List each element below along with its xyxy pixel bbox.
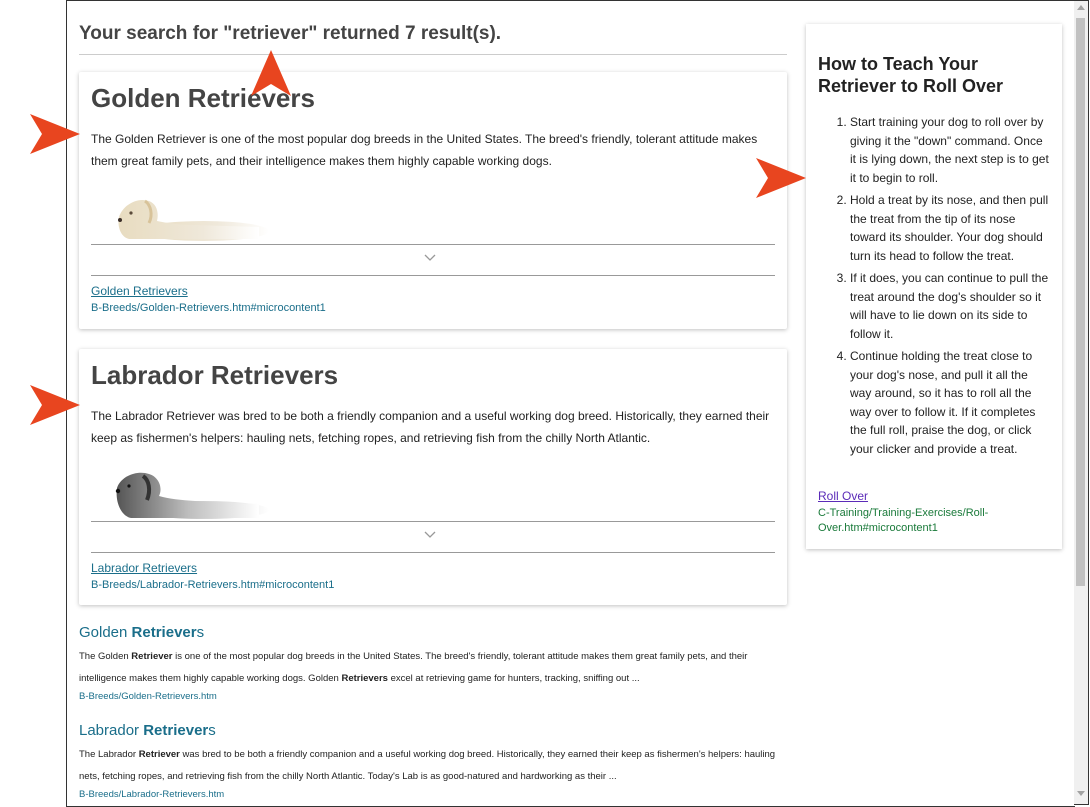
card-title: Labrador Retrievers: [91, 360, 339, 390]
divider: [91, 521, 775, 522]
callout-arrow-right-icon: [756, 158, 806, 198]
roll-over-link[interactable]: Roll Over: [818, 489, 869, 503]
golden-retriever-image: [109, 187, 269, 243]
result-description: [79, 744, 784, 788]
callout-arrow-right-icon: [30, 114, 80, 154]
result-title-link[interactable]: [79, 624, 787, 644]
card-description: The Labrador Retriever was bred to be both a friendly companion and a useful working dog breed. Historically, they earned their keep as fishermen's helpers: hauling nets, fetching ropes, and retrieving fish from the chilly North Atlantic.: [91, 409, 770, 445]
callout-arrow-right-icon: [30, 385, 80, 425]
list-item: 2. Hold a treat by its nose, and then pull the treat from the tip of its nose toward its shoulder. Your dog should turn its head to follow the treat.: [850, 191, 1050, 265]
card-description: The Golden Retriever is one of the most popular dog breeds in the United States. The breed's friendly, tolerant attitude makes them great family pets, and their intelligence makes them highly capable working dogs.: [91, 132, 758, 168]
search-result-item: [79, 722, 787, 800]
search-results-heading: Your search for "retriever" returned 7 result(s).: [79, 23, 502, 44]
scroll-down-icon[interactable]: [1077, 791, 1085, 796]
labrador-retriever-image: [109, 464, 269, 520]
result-highlight: Retriever: [131, 651, 173, 662]
list-item: 3. If it does, you can continue to pull the treat around the dog's shoulder so it will have to lie down on its side to follow it.: [850, 269, 1050, 343]
chevron-down-icon[interactable]: [424, 250, 436, 265]
result-title-link[interactable]: [79, 722, 787, 742]
chevron-down-icon[interactable]: [424, 527, 436, 542]
steps-list: [818, 113, 1050, 462]
result-text: is one of the most popular dog breeds in the United States. The breed's friendly, tolerant attitude makes them great family pets, and their intelligence makes them highly capable working dogs. Golden: [79, 651, 748, 684]
search-result-item: [79, 624, 787, 702]
divider: [91, 552, 775, 553]
search-results-page: [66, 0, 1075, 807]
result-title-text: s: [196, 624, 205, 641]
result-highlight: Retrievers: [341, 673, 388, 684]
result-title-highlight: Retriever: [143, 722, 209, 739]
result-title-text: Golden: [79, 624, 132, 641]
result-path: B-Breeds/Labrador-Retrievers.htm: [79, 789, 225, 800]
callout-arrow-up-icon: [251, 50, 291, 96]
micro-content-card-golden: [79, 72, 787, 329]
card-link-labrador-retrievers[interactable]: Labrador Retrievers: [91, 561, 198, 575]
divider: [91, 275, 775, 276]
result-text: The Labrador: [79, 749, 139, 760]
result-title-text: Labrador: [79, 722, 144, 739]
card-path: B-Breeds/Golden-Retrievers.htm#microcontent1: [91, 302, 326, 314]
list-item: 1. Start training your dog to roll over by giving it the "down" command. Once it is lying down, the next step is to get it to begin to roll.: [850, 113, 1050, 187]
card-path: B-Breeds/Labrador-Retrievers.htm#microcontent1: [91, 579, 335, 591]
card-title: Golden Retrievers: [91, 83, 315, 113]
sidebar-micro-content: [806, 24, 1062, 549]
result-description: [79, 646, 784, 690]
divider: [91, 244, 775, 245]
result-title-highlight: Retriever: [131, 624, 197, 641]
scroll-up-icon[interactable]: [1077, 5, 1085, 10]
micro-content-card-labrador: [79, 349, 787, 605]
result-text: The Golden: [79, 651, 132, 662]
sidebar-title: How to Teach Your Retriever to Roll Over: [818, 54, 1004, 96]
result-highlight: Retriever: [138, 749, 180, 760]
result-text: was bred to be both a friendly companion and a useful working dog breed. Historically, they earned their keep as fishermen's helpers: hauling nets, fetching ropes, and retrieving fish from the chilly North Atlantic. Today's Lab is as good-natured and hardworking as their ...: [79, 749, 776, 782]
scrollbar-thumb[interactable]: [1076, 18, 1085, 586]
list-item: 4. Continue holding the treat close to your dog's nose, and pull it all the way around, so it has to roll all the way over to follow it. If it completes the full roll, praise the dog, or click your clicker and provide a treat.: [850, 347, 1050, 458]
result-path: B-Breeds/Golden-Retrievers.htm: [79, 691, 217, 702]
divider: [79, 54, 787, 55]
result-title-text: s: [208, 722, 216, 739]
sidebar-path: C-Training/Training-Exercises/Roll-Over.htm#microcontent1: [818, 507, 989, 534]
vertical-scrollbar[interactable]: [1074, 0, 1089, 805]
card-link-golden-retrievers[interactable]: Golden Retrievers: [91, 284, 188, 298]
result-text: excel at retrieving game for hunters, tracking, sniffing out ...: [387, 673, 640, 684]
